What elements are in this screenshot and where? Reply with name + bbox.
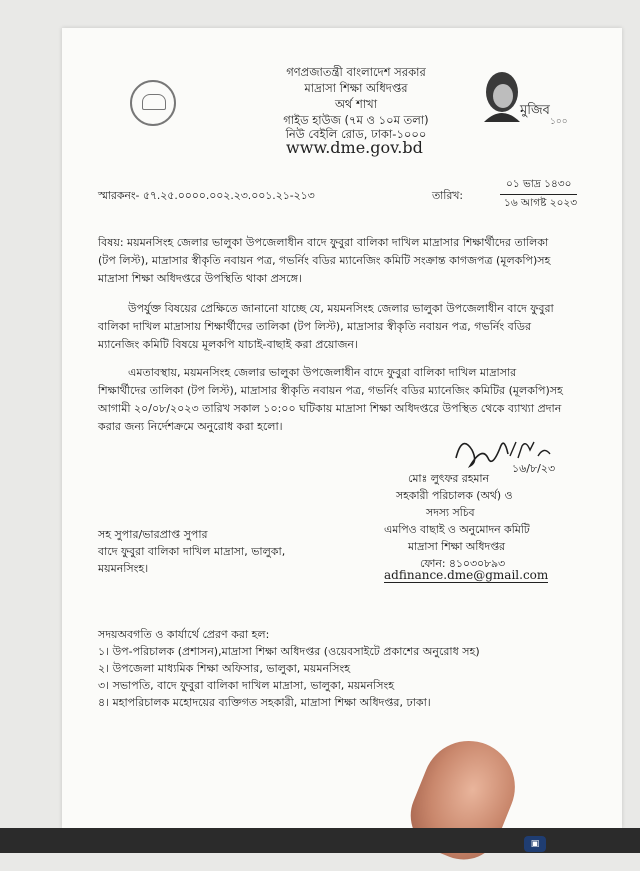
- header-line-directorate: মাদ্রাসা শিক্ষা অধিদপ্তর: [304, 81, 408, 95]
- signer-title-1: সহকারী পরিচালক (অর্থ) ও: [396, 489, 513, 502]
- portrait-tag: ১০০: [550, 117, 568, 126]
- header-line-address: নিউ বেইলি রোড, ঢাকা-১০০০: [285, 127, 427, 141]
- body-para2-line-2: শিক্ষার্থীদের তালিকা (টপ লিস্ট), মাদ্রাসার স্বীকৃতি নবায়ন পত্র, গভর্নিং বডির ম্যানেজিং কমিটির (মূলকপি)সহ: [98, 384, 563, 397]
- body-para2-line-4: করার জন্য নির্দেশক্রমে অনুরোধ করা হলো।: [98, 420, 283, 433]
- header-line-section: অর্থ শাখা: [334, 97, 378, 111]
- signer-phone: ফোন: ৪১০৩০৮৯৩: [420, 557, 506, 570]
- signer-title-3: এমপিও বাছাই ও অনুমোদন কমিটি: [384, 523, 530, 536]
- signer-email-link[interactable]: adfinance.dme@gmail.com: [384, 568, 549, 582]
- body-para1-line-3: ম্যানেজিং কমিটি বিষয়ে মূলকপি যাচাই-বাছাই করা প্রয়োজন।: [98, 338, 358, 351]
- recipient-line-1: সহ সুপার/ভারপ্রাপ্ত সুপার: [98, 528, 208, 541]
- recipient-line-3: ময়মনসিংহ।: [98, 562, 149, 575]
- date-english: ১৬ আগষ্ট ২০২৩: [504, 197, 578, 209]
- portrait-caption: মুজিব: [520, 103, 550, 118]
- cc-item-4: ৪। মহাপরিচালক মহোদয়ের ব্যক্তিগত সহকারী, মাদ্রাসা শিক্ষা অধিদপ্তর, ঢাকা।: [98, 696, 431, 709]
- header-line-building: গাইড হাউজ (৭ম ও ১০ম তলা): [283, 113, 429, 127]
- body-para2-line-3: আগামী ২০/০৮/২০২৩ তারিখ সকাল ১০:০০ ঘটিকায় মাদ্রাসা শিক্ষা অধিদপ্তরে উপস্থিত থেকে ব্যাখ্যা প্রদান: [98, 402, 562, 415]
- website-link[interactable]: www.dme.gov.bd: [286, 138, 423, 157]
- body-para2-line-1: এমতাবস্থায়, ময়মনসিংহ জেলার ভালুকা উপজেলাধীন বাদে ফুবুরা বালিকা দাখিল মাদ্রাসার: [128, 366, 517, 379]
- cc-item-3: ৩। সভাপতি, বাদে ফুবুরা বালিকা দাখিল মাদ্রাসা, ভালুকা, ময়মনসিংহ: [98, 679, 394, 692]
- body-para1-line-2: বালিকা দাখিল মাদ্রাসায় শিক্ষার্থীদের তালিকা (টপ লিস্ট), মাদ্রাসার স্বীকৃতি নবায়ন পত্র, গভর্নিং বডির: [98, 320, 532, 333]
- mujib-portrait-logo-icon: [476, 64, 570, 126]
- signer-title-4: মাদ্রাসা শিক্ষা অধিদপ্তর: [408, 540, 505, 553]
- body-para1-line-1: উপর্যুক্ত বিষয়ের প্রেক্ষিতে জানানো যাচ্ছে যে, ময়মনসিংহ জেলার ভালুকা উপজেলাধীন বাদে ফুবুরা: [128, 302, 554, 315]
- cc-item-2: ২। উপজেলা মাধ্যমিক শিক্ষা অফিসার, ভালুকা, ময়মনসিংহ: [98, 662, 350, 675]
- cc-heading: সদয়অবগতি ও কার্যার্থে প্রেরণ করা হল:: [98, 628, 270, 641]
- subject-line-1: বিষয়: ময়মনসিংহ জেলার ভালুকা উপজেলাধীন বাদে ফুবুরা বালিকা দাখিল মাদ্রাসার শিক্ষার্থীদের তালিকা: [98, 236, 549, 249]
- date-label: তারিখ:: [432, 189, 463, 202]
- memo-reference: স্মারকনং- ৫৭.২৫.০০০০.০০২.২৩.০০১.২১-২১৩: [98, 189, 315, 202]
- date-bangla: ০১ ভাদ্র ১৪৩০: [500, 177, 577, 195]
- subject-line-3: মাদ্রাসা শিক্ষা অধিদপ্তরে উপস্থিতি থাকা প্রসঙ্গে।: [98, 272, 302, 285]
- app-watermark-icon: ▣: [524, 836, 546, 852]
- cc-item-1: ১। উপ-পরিচালক (প্রশাসন),মাদ্রাসা শিক্ষা অধিদপ্তর (ওয়েবসাইটে প্রকাশের অনুরোধ সহ): [98, 645, 480, 658]
- recipient-line-2: বাদে ফুবুরা বালিকা দাখিল মাদ্রাসা, ভালুকা,: [98, 545, 286, 558]
- signer-title-2: সদস্য সচিব: [426, 506, 475, 519]
- seal-emblem-icon: [142, 94, 166, 110]
- signer-name: মোঃ লুৎফর রহমান: [408, 472, 489, 485]
- handwritten-signature-icon: [452, 428, 562, 476]
- signature-date: ১৬/৮/২৩: [512, 462, 556, 475]
- subject-line-2: (টপ লিস্ট), মাদ্রাসার স্বীকৃতি নবায়ন পত্র, গভর্নিং বডির ম্যানেজিং কমিটি সংক্রান্ত কাগজপত্র (মূলকপি)সহ: [98, 254, 551, 267]
- header-line-govt: গণপ্রজাতন্ত্রী বাংলাদেশ সরকার: [286, 65, 426, 79]
